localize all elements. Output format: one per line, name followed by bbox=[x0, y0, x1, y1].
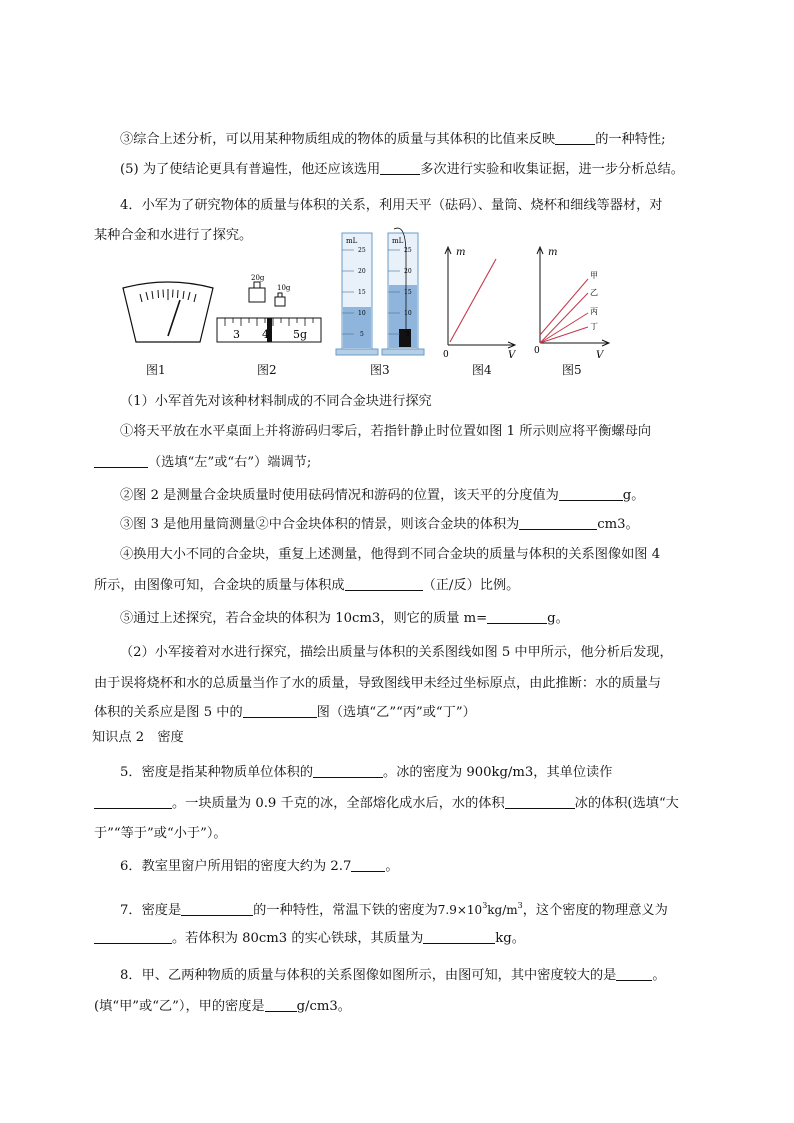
answer-blank[interactable] bbox=[487, 609, 547, 624]
cyl1-tick-25: 25 bbox=[358, 247, 366, 254]
question-7-line1: 7．密度是 的一种特性，常温下铁的密度为$7.9\times 10^3kg/m^3$，这个密度的物理意义为 bbox=[120, 901, 668, 918]
knowledge-point-2: 知识点 2 密度 bbox=[92, 730, 184, 745]
figure-4-label: 图4 bbox=[472, 363, 492, 377]
fig5-line-bing: 丙 bbox=[590, 307, 598, 316]
answer-blank[interactable] bbox=[94, 929, 172, 944]
fig5-x-label: V bbox=[596, 350, 604, 361]
question-4-line1: 4．小军为了研究物体的质量与体积的关系，利用天平（砝码）、量筒、烧杯和细线等器材，对 bbox=[120, 198, 663, 213]
answer-blank[interactable] bbox=[181, 901, 253, 916]
question-8-line2: (填“甲”或“乙”），甲的密度是 g/cm3。 bbox=[94, 999, 351, 1014]
part-2-line2: 由于误将烧杯和水的总质量当作了水的质量，导致图线甲未经过坐标原点，由此推断：水的质量与 bbox=[94, 676, 662, 691]
answer-blank[interactable] bbox=[243, 703, 317, 718]
part-1-heading: （1）小军首先对该种材料制成的不同合金块进行探究 bbox=[120, 394, 432, 409]
scale-4: 4 bbox=[262, 328, 269, 341]
answer-blank[interactable] bbox=[505, 794, 575, 809]
question-7-line2: 。若体积为 80cm3 的实心铁球，其质量为 kg。 bbox=[94, 929, 702, 949]
cyl1-tick-20: 20 bbox=[358, 268, 366, 275]
statement-5: (5) 为了使结论更具有普遍性，他还应该选用 多次进行实验和收集证据，进一步分析总结。 bbox=[120, 162, 684, 177]
answer-blank[interactable] bbox=[94, 794, 172, 809]
cyl1-tick-10: 10 bbox=[358, 310, 366, 317]
answer-blank[interactable] bbox=[423, 929, 495, 944]
cyl2-tick-10: 10 bbox=[404, 310, 412, 317]
cyl2-tick-15: 15 bbox=[404, 289, 412, 296]
part-1-b: ②图 2 是测量合金块质量时使用砝码情况和游码的位置，该天平的分度值为 g。 bbox=[120, 488, 645, 503]
question-5-line1: 5．密度是指某种物质单位体积的 。冰的密度为 900kg/m3，其单位读作 bbox=[120, 765, 613, 780]
fig5-line-jia: 甲 bbox=[590, 271, 598, 280]
answer-blank[interactable] bbox=[351, 857, 385, 872]
question-4-line2: 某种合金和水进行了探究。 bbox=[94, 228, 253, 243]
answer-blank[interactable] bbox=[555, 130, 595, 145]
cyl1-unit: mL bbox=[346, 237, 358, 245]
question-6: 6．教室里窗户所用铝的密度大约为 2.7 。 bbox=[120, 859, 399, 874]
fig5-line-ding: 丁 bbox=[590, 322, 598, 331]
figure-3-label: 图3 bbox=[370, 363, 390, 377]
fig5-origin: 0 bbox=[534, 346, 540, 356]
scale-3: 3 bbox=[233, 328, 240, 341]
figure-3-graduated-cylinders bbox=[336, 225, 428, 360]
part-1-e: ⑤通过上述探究，若合金块的体积为 10cm3，则它的质量 m= g。 bbox=[120, 611, 569, 626]
question-5-line2: 。一块质量为 0.9 千克的冰，全部熔化成水后，水的体积 冰的体积(选填“大 bbox=[94, 794, 702, 814]
fig4-x-label: V bbox=[508, 350, 516, 361]
figure-1-label: 图1 bbox=[146, 363, 166, 377]
fig5-y-label: m bbox=[548, 247, 558, 258]
cyl1-tick-15: 15 bbox=[358, 289, 366, 296]
cyl1-tick-5: 5 bbox=[360, 331, 364, 338]
figure-2-weights-scale bbox=[215, 270, 325, 345]
answer-blank[interactable] bbox=[313, 763, 383, 778]
figure-5-label: 图5 bbox=[562, 363, 582, 377]
part-1-d-line2: 所示，由图像可知，合金块的质量与体积成 （正/反）比例。 bbox=[94, 578, 520, 593]
cyl2-tick-20: 20 bbox=[404, 268, 412, 275]
answer-blank[interactable] bbox=[519, 515, 597, 530]
cyl2-tick-5: 5 bbox=[406, 331, 410, 338]
statement-3: ③综合上述分析，可以用某种物质组成的物体的质量与其体积的比值来反映 的一种特性; bbox=[120, 132, 666, 147]
part-1-d-line1: ④换用大小不同的合金块，重复上述测量，他得到不同合金块的质量与体积的关系图像如图 4 bbox=[120, 547, 661, 562]
answer-blank[interactable] bbox=[94, 453, 148, 468]
answer-blank[interactable] bbox=[345, 576, 423, 591]
fig5-line-yi: 乙 bbox=[590, 288, 598, 297]
fig4-y-label: m bbox=[456, 247, 466, 258]
answer-blank[interactable] bbox=[380, 160, 420, 175]
answer-blank[interactable] bbox=[265, 997, 297, 1012]
answer-blank[interactable] bbox=[559, 486, 623, 501]
figure-2-label: 图2 bbox=[257, 363, 277, 377]
question-5-line3: 于”“等于”或“小于”）。 bbox=[94, 826, 227, 841]
part-2-line3: 体积的关系应是图 5 中的 图（选填“乙”“丙”或“丁”） bbox=[94, 705, 476, 720]
question-8-line1: 8．甲、乙两种物质的质量与体积的关系图像如图所示，由图可知，其中密度较大的是 。 bbox=[120, 968, 666, 983]
cyl2-unit: mL bbox=[392, 237, 404, 245]
scale-5g: 5g bbox=[293, 328, 308, 341]
part-1-a-line1: ①将天平放在水平桌面上并将游码归零后，若指针静止时位置如图 1 所示则应将平衡螺母向 bbox=[120, 424, 652, 439]
part-2-line1: （2）小军接着对水进行探究，描绘出质量与体积的关系图线如图 5 中甲所示，他分析后发现， bbox=[120, 645, 673, 660]
part-1-a-line2: （选填“左”或“右”）端调节; bbox=[94, 453, 702, 473]
weight-20g-label: 20g bbox=[251, 274, 265, 282]
figure-5-mv-graph bbox=[532, 245, 617, 360]
figure-4-mv-graph bbox=[440, 245, 520, 360]
cyl2-tick-25: 25 bbox=[404, 247, 412, 254]
iron-density-value: $7.9\times 10^3kg/m^3$ bbox=[437, 901, 523, 917]
figure-1-balance-dial bbox=[118, 280, 218, 350]
part-1-c: ③图 3 是他用量筒测量②中合金块体积的情景，则该合金块的体积为 cm3。 bbox=[120, 517, 639, 532]
weight-10g-label: 10g bbox=[277, 284, 291, 292]
answer-blank[interactable] bbox=[616, 966, 652, 981]
fig4-origin: 0 bbox=[443, 350, 449, 360]
